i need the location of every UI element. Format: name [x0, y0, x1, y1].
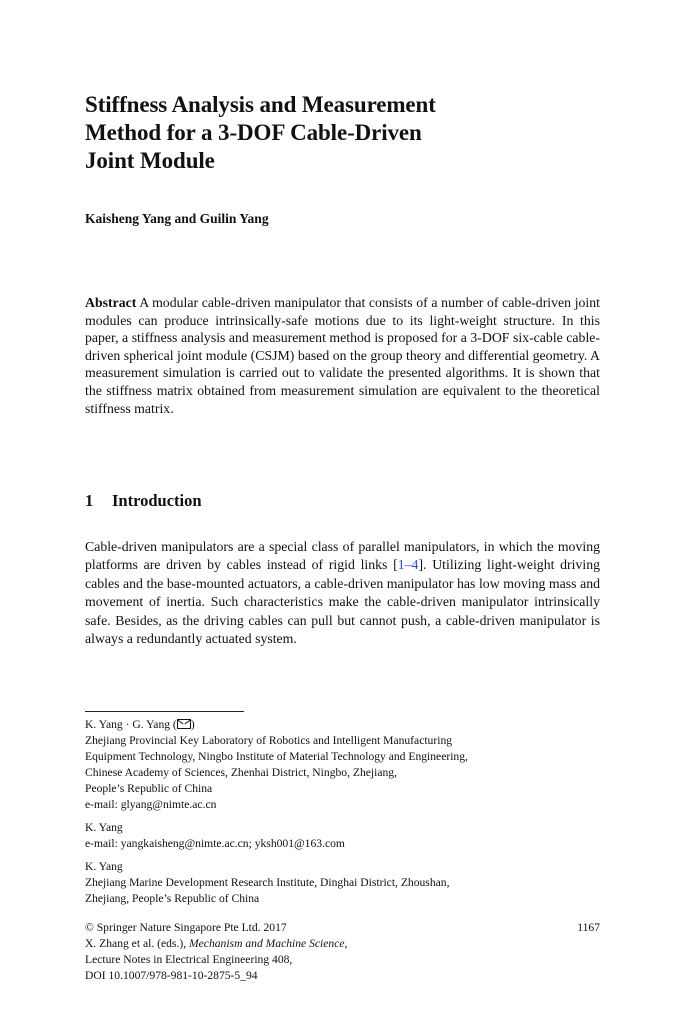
affiliation-line: Zhejiang, People’s Republic of China — [85, 892, 260, 905]
affiliation-block — [85, 859, 605, 907]
affiliation-line: Chinese Academy of Sciences, Zhenhai District, Ningbo, Zhejiang, — [85, 766, 397, 779]
affiliation-block — [85, 820, 605, 852]
author-list: Kaisheng Yang and Guilin Yang — [85, 211, 269, 226]
affiliation-block — [85, 717, 605, 813]
affiliation-line: People’s Republic of China — [85, 782, 213, 795]
abstract-text: A modular cable-driven manipulator that consists of a number of cable-driven joint modules can produce intrinsically-safe motions due to its light-weight structure. In this paper, a stiffness analysis and measurement method is proposed for a 3-DOF six-cable cable-driven spherical joint module (CSJM) based on the group theory and differential geometry. A measurement simulation is carried out to validate the presented algorithms. It is shown that the stiffness matrix obtained from measurement simulation are equivalent to the theoretical stiffness matrix. — [85, 295, 600, 416]
section-number: 1 — [85, 491, 94, 510]
title-line: Stiffness Analysis and Measurement — [85, 92, 436, 117]
affiliation-authors: K. Yang — [85, 860, 123, 873]
affiliation-line: Zhejiang Marine Development Research Institute, Dinghai District, Zhoushan, — [85, 876, 450, 889]
section-title: Introduction — [112, 491, 202, 510]
editors-line — [85, 936, 600, 952]
envelope-icon[interactable] — [177, 719, 191, 729]
abstract-label: Abstract — [85, 295, 137, 310]
affiliation-line: Zhejiang Provincial Key Laboratory of Robotics and Intelligent Manufacturing — [85, 734, 453, 747]
section-heading — [85, 491, 202, 511]
title-line: Joint Module — [85, 148, 215, 173]
citation-link[interactable]: 1–4 — [397, 557, 419, 573]
book-title: Mechanism and Machine Science — [189, 937, 345, 950]
affiliation-email: e-mail: glyang@nimte.ac.cn — [85, 798, 217, 811]
editors-suffix: , — [344, 937, 348, 950]
intro-text-after: ]. Utilizing light-weight driving cables and the base-mounted actuators, a cable-driven manipulator has low moving mass and movement of inertia. Such characteristics make the cable-driven manipulator intrinsically safe. Besides, as the driving cables can pull but cannot push, a cable-driven manipulator is always a redundantly actuated system. — [85, 557, 600, 647]
intro-text-before: Cable-driven manipulators are a special class of parallel manipulators, in which the moving platforms are driven by cables instead of rigid links [ — [85, 539, 600, 573]
publication-footer — [85, 920, 600, 984]
abstract — [85, 294, 600, 417]
copyright-line: © Springer Nature Singapore Pte Ltd. 2017 — [85, 921, 287, 934]
affiliation-authors — [85, 717, 605, 733]
page-number: 1167 — [577, 921, 600, 934]
editors-text: X. Zhang et al. (eds.), — [85, 937, 189, 950]
affiliation-authors: K. Yang — [85, 821, 123, 834]
affiliation-authors-close: ) — [190, 718, 195, 731]
series-line: Lecture Notes in Electrical Engineering 408, — [85, 953, 293, 966]
doi-line: DOI 10.1007/978-981-10-2875-5_94 — [85, 969, 258, 982]
paper-title — [85, 91, 605, 175]
footnote-rule — [85, 711, 244, 712]
affiliations — [85, 717, 605, 914]
title-line: Method for a 3-DOF Cable-Driven — [85, 120, 422, 145]
affiliation-line: Equipment Technology, Ningbo Institute of Material Technology and Engineering, — [85, 750, 468, 763]
affiliation-email: e-mail: yangkaisheng@nimte.ac.cn; yksh001@163.com — [85, 837, 345, 850]
affiliation-authors-text: K. Yang · G. Yang ( — [85, 718, 177, 731]
introduction-paragraph — [85, 538, 600, 648]
